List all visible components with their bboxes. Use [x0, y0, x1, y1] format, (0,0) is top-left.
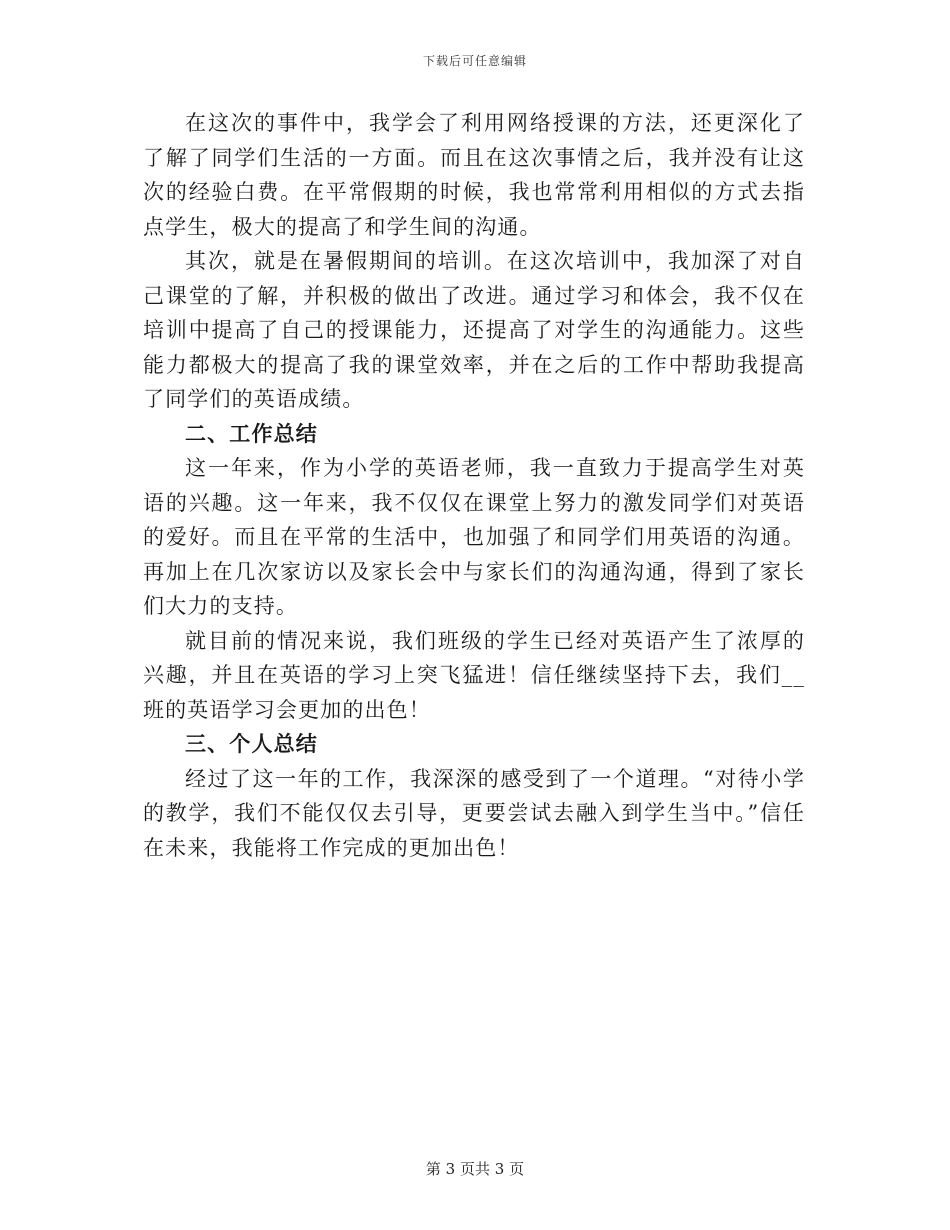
- page-number: 第 3 页共 3 页: [425, 1160, 525, 1178]
- section-heading-work-summary: 二、工作总结: [185, 420, 318, 446]
- paragraph-work-summary: 这一年来，作为小学的英语老师，我一直致力于提高学生对英语的兴趣。这一年来，我不仅仅在课堂上努力的激发同学们对英语的爱好。而且在平常的生活中，也加强了和同学们用英语的沟通。再加上在几次家访以及家长会中与家长们的沟通沟通，得到了家长们大力的支持。: [143, 456, 805, 618]
- page-header: 下载后可任意编辑: [422, 54, 527, 68]
- paragraph-personal-summary: 经过了这一年的工作，我深深的感受到了一个道理。“对待小学的教学，我们不能仅仅去引导，更要尝试去融入到学生当中。”信任在未来，我能将工作完成的更加出色！: [143, 766, 805, 860]
- paragraph-current-situation: 就目前的情况来说，我们班级的学生已经对英语产生了浓厚的兴趣，并且在英语的学习上突飞猛进！信任继续坚持下去，我们__班的英语学习会更加的出色！: [143, 628, 805, 722]
- paragraph-online-teaching: 在这次的事件中，我学会了利用网络授课的方法，还更深化了了解了同学们生活的一方面。而且在这次事情之后，我并没有让这次的经验白费。在平常假期的时候，我也常常利用相似的方式去指点学生，极大的提高了和学生间的沟通。: [143, 111, 805, 239]
- document-body: [143, 106, 805, 865]
- section-heading-personal-summary: 三、个人总结: [185, 731, 318, 756]
- paragraph-summer-training: 其次，就是在暑假期间的培训。在这次培训中，我加深了对自己课堂的了解，并积极的做出了改进。通过学习和体会，我不仅在培训中提高了自己的授课能力，还提高了对学生的沟通能力。这些能力都极大的提高了我的课堂效率，并在之后的工作中帮助我提高了同学们的英语成绩。: [143, 249, 805, 411]
